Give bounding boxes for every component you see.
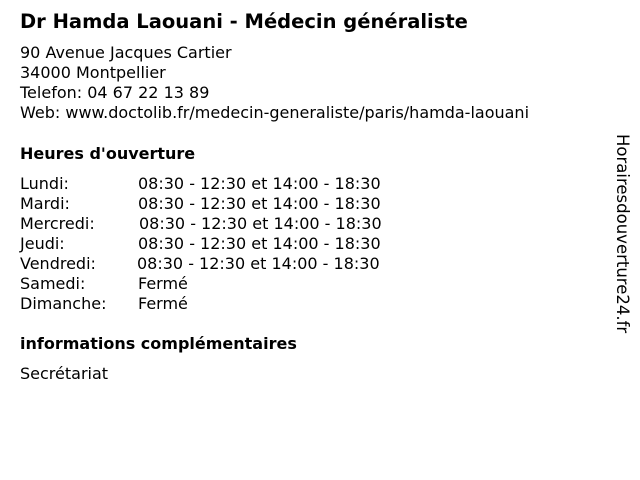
hours-day: Lundi: (20, 174, 69, 193)
phone-number: Telefon: 04 67 22 13 89 (20, 83, 210, 102)
page-title: Dr Hamda Laouani - Médecin généraliste (20, 10, 468, 33)
hours-time: 08:30 - 12:30 et 14:00 - 18:30 (137, 254, 380, 273)
watermark (612, 134, 632, 370)
hours-heading: Heures d'ouverture (20, 144, 196, 163)
hours-time: 08:30 - 12:30 et 14:00 - 18:30 (139, 214, 382, 233)
watermark-text: Horairesdouverture24.fr (613, 134, 632, 334)
street-address: 90 Avenue Jacques Cartier (20, 43, 232, 62)
address-block (20, 43, 529, 123)
info-heading: informations complémentaires (20, 334, 297, 353)
info-text: Secrétariat (20, 364, 109, 383)
hours-time: 08:30 - 12:30 et 14:00 - 18:30 (138, 234, 381, 253)
hours-time: 08:30 - 12:30 et 14:00 - 18:30 (138, 194, 381, 213)
hours-time: 08:30 - 12:30 et 14:00 - 18:30 (138, 174, 381, 193)
city-address: 34000 Montpellier (20, 63, 166, 82)
hours-day: Dimanche: (20, 294, 107, 313)
hours-day: Jeudi: (20, 234, 65, 253)
website-link[interactable]: Web: www.doctolib.fr/medecin-generaliste/paris/hamda-laouani (20, 103, 530, 122)
hours-time: Fermé (138, 274, 188, 293)
hours-day: Vendredi: (20, 254, 96, 273)
hours-day: Samedi: (20, 274, 86, 293)
hours-day: Mercredi: (20, 214, 95, 233)
hours-day: Mardi: (20, 194, 70, 213)
hours-time: Fermé (138, 294, 188, 313)
